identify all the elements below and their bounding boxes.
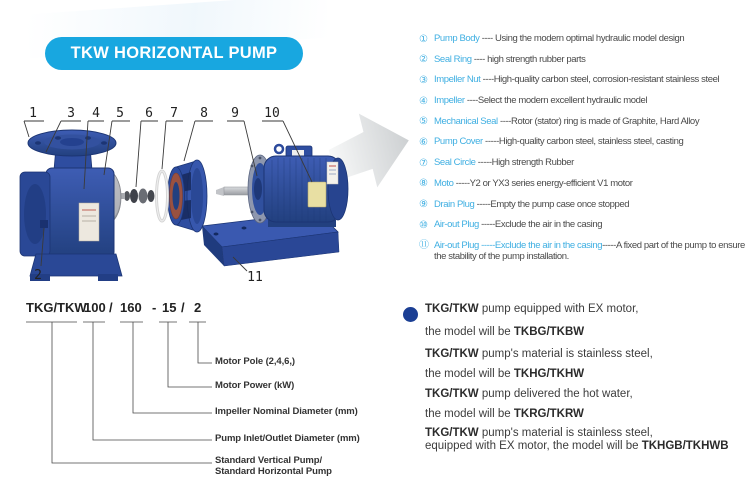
part-name: Pump Body — [434, 33, 480, 44]
part-desc: -----A fixed part of the pump to ensure the stability of the pump installation. — [434, 239, 745, 263]
part-index-badge: ⑪ — [419, 240, 429, 252]
parts-list-item — [419, 136, 753, 148]
part-desc: -----High-quality carbon steel, stainless steel, casting — [482, 136, 684, 148]
model-code-series: TKG/TKW — [26, 300, 87, 315]
part-desc: ----High-quality carbon steel, corrosion-resistant stainless steel — [480, 74, 720, 86]
label-standard-pump — [215, 456, 332, 477]
model-code-slash: / — [109, 300, 113, 315]
pump-exploded-diagram — [0, 0, 460, 300]
note-line — [425, 440, 752, 453]
label-motor-power: Motor Power (kW) — [215, 380, 295, 391]
parts-list-item — [419, 54, 753, 66]
note-text: the model will be — [425, 368, 514, 380]
o-ring-illustration — [157, 171, 168, 221]
parts-list-item — [419, 199, 753, 211]
part-index-badge: ① — [419, 33, 428, 45]
part-desc: ----Select the modern excellent hydraulic model — [464, 95, 648, 107]
pump-cover-illustration — [168, 160, 208, 232]
part-number-label: 2 — [34, 268, 42, 283]
pump-body-illustration — [20, 130, 122, 281]
part-desc: ---- Using the modern optimal hydraulic model design — [479, 33, 685, 44]
label-standard-pump-line1: Standard Vertical Pump/ — [215, 455, 322, 466]
model-code-dash: - — [152, 300, 157, 315]
label-impeller-diameter: Impeller Nominal Diameter (mm) — [215, 406, 358, 417]
bullet-icon — [403, 307, 418, 322]
part-name: Moto — [434, 177, 454, 189]
part-desc: -----High strength Rubber — [475, 157, 574, 169]
part-number-label: 7 — [170, 106, 178, 121]
motor-nameplate — [308, 182, 326, 207]
model-code-impeller: 160 — [120, 300, 142, 315]
part-number-label: 10 — [264, 106, 280, 121]
note-line — [425, 388, 752, 401]
parts-list-item — [419, 33, 753, 45]
part-index-badge: ⑩ — [419, 219, 428, 231]
part-index-badge: ⑥ — [419, 136, 428, 148]
note-line — [425, 427, 752, 440]
parts-list-item — [419, 178, 753, 190]
pump-label-sticker — [79, 203, 99, 241]
part-desc: -----Y2 or YX3 series energy-efficient V1 motor — [453, 177, 633, 189]
note-line — [425, 368, 752, 381]
note-line — [425, 348, 752, 361]
parts-list-item — [419, 240, 753, 263]
part-desc: ---- high strength rubber parts — [471, 53, 586, 65]
note-line — [425, 326, 752, 339]
model-code-power: 15 — [162, 300, 177, 315]
model-code-inlet: 100 — [84, 300, 106, 315]
note-bold: TKRG/TKRW — [513, 408, 584, 420]
model-variant-notes — [400, 303, 752, 453]
note-bold: TKG/TKW — [425, 348, 479, 360]
part-name: Air-out Plug -----Exclude the air in the casing — [434, 239, 603, 251]
note-text: the model will be — [425, 326, 514, 338]
model-code-pole: 2 — [194, 300, 202, 315]
page-title: TKW HORIZONTAL PUMP — [70, 44, 278, 62]
note-text: pump delivered the hot water, — [478, 388, 633, 400]
note-line — [425, 303, 752, 316]
note-line — [425, 408, 752, 421]
part-name: Seal Circle — [434, 157, 476, 169]
part-number-label: 5 — [116, 106, 124, 121]
parts-list — [419, 33, 753, 272]
part-desc: ----Rotor (stator) ring is made of Graphite, Hard Alloy — [497, 115, 700, 127]
note-bold: TKG/TKW — [425, 427, 479, 439]
parts-list-item — [419, 157, 753, 169]
note-bold: TKHG/TKHW — [513, 368, 585, 380]
part-number-label: 3 — [67, 106, 75, 121]
label-inlet-outlet: Pump Inlet/Outlet Diameter (mm) — [215, 433, 360, 444]
part-number-label: 11 — [247, 270, 263, 285]
part-number-label: 6 — [145, 106, 153, 121]
note-text: the model will be — [425, 408, 514, 420]
drain-plug-illustration — [40, 220, 48, 228]
part-name: Air-out Plug — [434, 219, 479, 231]
part-name: Impeller — [434, 95, 465, 107]
label-motor-pole: Motor Pole (2,4,6,) — [215, 356, 295, 367]
note-text: pump's material is stainless steel, — [478, 427, 653, 439]
part-index-badge: ⑧ — [419, 178, 428, 190]
parts-list-item — [419, 74, 753, 86]
note-bold: TKHGB/TKHWB — [641, 440, 729, 452]
parts-list-item — [419, 116, 753, 128]
part-index-badge: ③ — [419, 74, 428, 86]
part-index-badge: ② — [419, 54, 428, 66]
part-number-label: 9 — [231, 106, 239, 121]
part-desc: -----Exclude the air in the casing — [478, 219, 603, 231]
part-number-label: 1 — [29, 106, 37, 121]
note-text: pump's material is stainless steel, — [478, 348, 653, 360]
part-number-label: 4 — [92, 106, 100, 121]
part-index-badge: ⑦ — [419, 157, 428, 169]
note-bold: TKG/TKW — [425, 388, 479, 400]
mechanical-seal-illustration — [124, 189, 155, 204]
part-name: Seal Ring — [434, 53, 472, 65]
part-name: Drain Plug — [434, 198, 475, 210]
part-number-label: 8 — [200, 106, 208, 121]
part-index-badge: ⑨ — [419, 199, 428, 210]
motor-illustration — [216, 145, 348, 227]
part-index-badge: ④ — [419, 95, 428, 107]
part-name: Pump Cover — [434, 136, 483, 148]
note-bold: TKG/TKW — [425, 303, 479, 315]
part-name: Mechanical Seal — [434, 115, 498, 127]
model-code-slash: / — [181, 300, 185, 315]
part-name: Impeller Nut — [434, 74, 481, 86]
parts-list-item — [419, 219, 753, 231]
note-text: equipped with EX motor, the model will be — [425, 440, 642, 452]
part-index-badge: ⑤ — [419, 116, 428, 128]
note-bold: TKBG/TKBW — [513, 326, 585, 338]
parts-list-item — [419, 95, 753, 107]
note-text: pump equipped with EX motor, — [478, 303, 639, 315]
part-desc: -----Empty the pump case once stopped — [474, 198, 630, 210]
label-standard-pump-line2: Standard Horizontal Pump — [215, 465, 332, 477]
